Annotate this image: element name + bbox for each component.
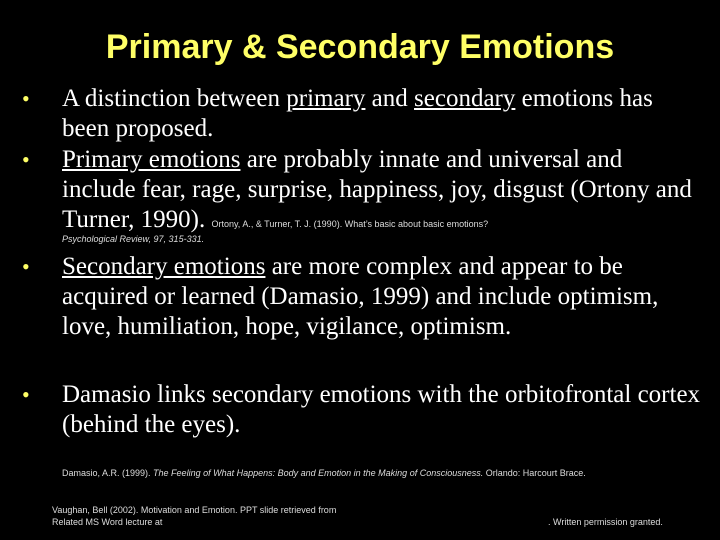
- b3-post: are more complex and appear to be acquired or learned (Damasio, 1999) and include optimism, love, humiliation, hope, vigilance, optimism.: [62, 253, 659, 340]
- b4-text: Damasio links secondary emotions with the orbitofrontal cortex (behind the eyes).: [62, 381, 701, 438]
- b1-secondary: secondary: [414, 85, 516, 112]
- b1-mid: and: [365, 85, 415, 112]
- damasio-post: Orlando: Harcourt Brace.: [483, 468, 586, 478]
- b2-primary-emotions: Primary emotions: [62, 146, 241, 173]
- bullet-icon: •: [22, 382, 30, 407]
- b1-pre: A distinction between: [62, 85, 287, 112]
- bullet-icon: •: [22, 254, 30, 279]
- bullet-4: [22, 380, 702, 440]
- damasio-ref: [62, 468, 586, 478]
- ortony-ref-2: Psychological Review, 97, 315-331.: [62, 234, 205, 244]
- footer-left-2: Related MS Word lecture at: [52, 517, 163, 527]
- footer-right: . Written permission granted.: [548, 517, 663, 527]
- b1-primary: primary: [286, 85, 366, 112]
- bullet-3: [22, 252, 702, 342]
- b2-post: are probably innate and universal and include fear, rage, surprise, happiness, joy, disgust (Ortony and Turner, 1990).: [62, 146, 692, 233]
- damasio-title: The Feeling of What Happens: Body and Emotion in the Making of Consciousness.: [153, 468, 484, 478]
- bullet-icon: •: [22, 86, 30, 111]
- damasio-pre: Damasio, A.R. (1999).: [62, 468, 154, 478]
- bullet-2: [22, 145, 702, 235]
- slide-title: Primary & Secondary Emotions: [105, 28, 615, 66]
- bullet-1: [22, 84, 702, 144]
- b1-post: emotions has been proposed.: [62, 85, 653, 142]
- footer-left-1: Vaughan, Bell (2002). Motivation and Emotion. PPT slide retrieved from: [52, 505, 337, 515]
- b3-secondary-emotions: Secondary emotions: [62, 253, 266, 280]
- bullet-icon: •: [22, 147, 30, 172]
- ortony-ref: Ortony, A., & Turner, T. J. (1990). What’s basic about basic emotions?: [211, 219, 489, 229]
